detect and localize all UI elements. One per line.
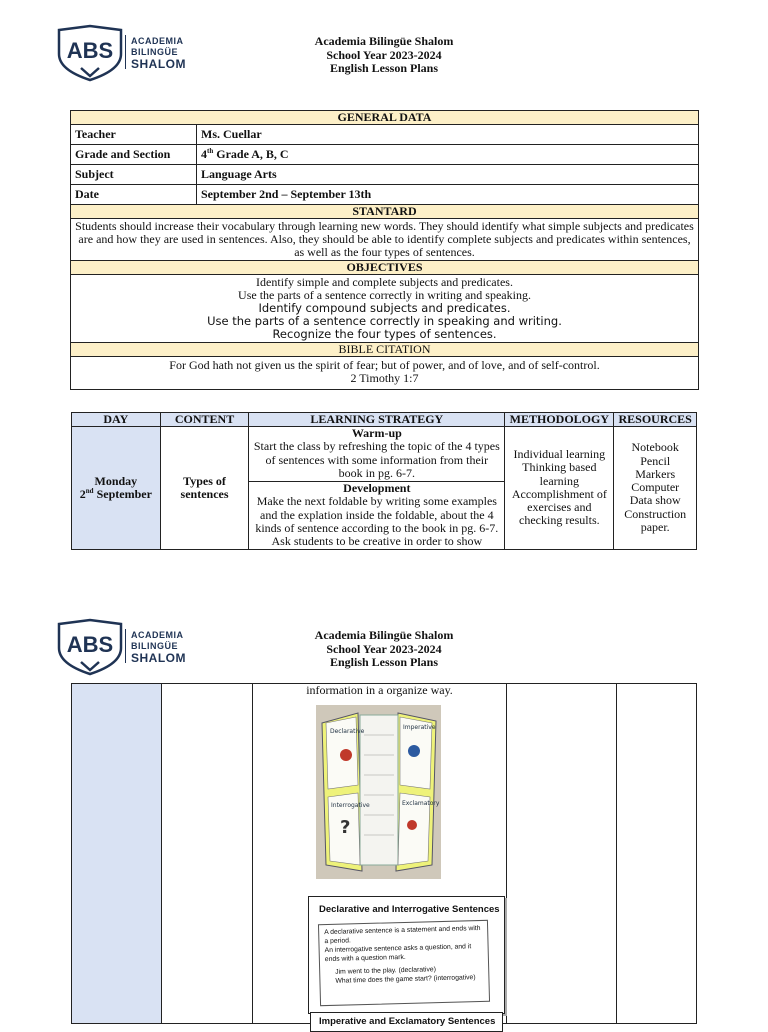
sentence-types-card-2	[310, 1012, 503, 1032]
logo-name-line2: BILINGÜE	[131, 47, 179, 57]
card-title: Declarative and Interrogative Sentences	[319, 904, 500, 915]
warmup-title: Warm-up	[351, 426, 402, 440]
header-school: Academia Bilingüe Shalom	[314, 34, 454, 48]
grade-value: 4th Grade A, B, C	[197, 145, 699, 165]
card-body	[318, 920, 490, 1006]
resource-item: Markers	[635, 466, 676, 481]
methodology-cell-continued	[507, 684, 617, 1024]
resource-item: Construction paper.	[624, 506, 687, 535]
logo-name-line3: SHALOM	[131, 651, 186, 665]
standard-title: STANTARD	[71, 205, 699, 219]
bible-verse: For God hath not given us the spirit of fear; but of power, and of love, and of self-control.	[169, 358, 600, 372]
card2-title: Imperative and Exclamatory Sentences	[319, 1016, 496, 1027]
lesson-plan-table	[71, 412, 697, 550]
objectives-list	[71, 275, 699, 343]
foldable-label: Interrogative	[331, 802, 370, 809]
logo-name-line3: SHALOM	[131, 57, 186, 71]
card-line: What time does the game start? (interrogative)	[335, 974, 476, 985]
card-line: Jim went to the play. (declarative)	[335, 966, 437, 976]
foldable-label: Declarative	[330, 728, 365, 735]
column-header-methodology: METHODOLOGY	[505, 413, 614, 427]
logo-divider	[125, 629, 126, 663]
continued-text: information in a organize way.	[306, 683, 453, 697]
teacher-label: Teacher	[71, 125, 197, 145]
objective-item: Identify compound subjects and predicates.	[258, 301, 511, 315]
objective-item: Use the parts of a sentence correctly in writing and speaking.	[238, 288, 531, 302]
svg-text:?: ?	[340, 817, 351, 838]
resources-cell-continued	[617, 684, 697, 1024]
methodology-cell	[505, 427, 614, 550]
bible-citation	[71, 357, 699, 390]
development-title: Development	[343, 481, 411, 496]
subject-label: Subject	[71, 165, 197, 185]
objective-item: Recognize the four types of sentences.	[272, 327, 497, 341]
resource-item: Computer	[631, 480, 680, 495]
objective-item: Use the parts of a sentence correctly in speaking and writing.	[207, 314, 562, 328]
school-logo	[55, 24, 195, 84]
objective-item: Identify simple and complete subjects and predicates.	[256, 275, 513, 289]
subject-value: Language Arts	[197, 165, 699, 185]
day-cell	[72, 427, 161, 550]
teacher-value: Ms. Cuellar	[197, 125, 699, 145]
general-data-title: GENERAL DATA	[71, 111, 699, 125]
day-cell-continued	[72, 684, 162, 1024]
card-line: A declarative sentence is a statement and ends with a period.	[324, 924, 481, 946]
logo-letters: ABS	[66, 38, 114, 63]
bible-reference: 2 Timothy 1:7	[350, 371, 419, 385]
document-header-page2	[264, 629, 504, 670]
content-cell-continued	[162, 684, 253, 1024]
column-header-resources: RESOURCES	[614, 413, 697, 427]
foldable-illustration	[316, 705, 441, 879]
resource-item: Notebook	[631, 440, 679, 455]
development-text: Make the next foldable by writing some examples and the explation inside the foldable, about the 4 kinds of sentence according to the book in pg. 6-7. Ask students to be creative in order to show	[255, 494, 499, 549]
logo-letters: ABS	[66, 632, 114, 657]
column-header-strategy: LEARNING STRATEGY	[249, 413, 505, 427]
date-label: Date	[71, 185, 197, 205]
methodology-item: Thinking based learning	[522, 460, 597, 488]
resource-item: Data show	[629, 493, 681, 508]
general-data-table	[70, 110, 699, 390]
foldable-label: Exclamatory	[402, 800, 440, 807]
grade-label: Grade and Section	[71, 145, 197, 165]
header-title: English Lesson Plans	[329, 61, 439, 75]
objectives-title: OBJECTIVES	[71, 261, 699, 275]
card-line: An interrogative sentence asks a question, and it ends with a question mark.	[324, 943, 472, 964]
school-logo-page2	[55, 618, 195, 678]
strategy-cell	[249, 427, 505, 550]
logo-name-line1: ACADEMIA	[131, 36, 184, 46]
logo-name-line1: ACADEMIA	[131, 630, 184, 640]
standard-text: Students should increase their vocabulary through learning new words. They should identify what simple subjects and predicates are and how they are used in sentences. Also, they should be able to identify complete subjects and predicates within sentences, as well as the four types of sentences.	[71, 219, 699, 261]
methodology-item: Individual learning	[513, 446, 606, 461]
foldable-label: Imperative	[403, 724, 436, 731]
methodology-item: Accomplishment of exercises and checking results.	[511, 486, 607, 528]
day-name: Monday	[94, 473, 138, 488]
foldable-photo	[316, 705, 441, 879]
day-date: 2nd September	[79, 486, 152, 501]
resource-item: Pencil	[640, 453, 671, 468]
shield-icon	[55, 24, 125, 82]
content-cell: Types of sentences	[160, 427, 249, 550]
header-school: Academia Bilingüe Shalom	[314, 628, 454, 642]
column-header-day: DAY	[72, 413, 161, 427]
bible-citation-title: BIBLE CITATION	[71, 343, 699, 357]
logo-divider	[125, 35, 126, 69]
resources-cell	[614, 427, 697, 550]
header-year: School Year 2023-2024	[326, 47, 442, 62]
header-year: School Year 2023-2024	[326, 641, 442, 656]
warmup-text: Start the class by refreshing the topic of the 4 types of sentences with some information from their book in pg. 6-7.	[253, 439, 500, 480]
column-header-content: CONTENT	[160, 413, 249, 427]
header-title: English Lesson Plans	[329, 655, 439, 669]
shield-icon	[55, 618, 125, 676]
logo-name-line2: BILINGÜE	[131, 641, 179, 651]
document-header	[264, 35, 504, 76]
date-value: September 2nd – September 13th	[197, 185, 699, 205]
sentence-types-card	[308, 896, 505, 1014]
